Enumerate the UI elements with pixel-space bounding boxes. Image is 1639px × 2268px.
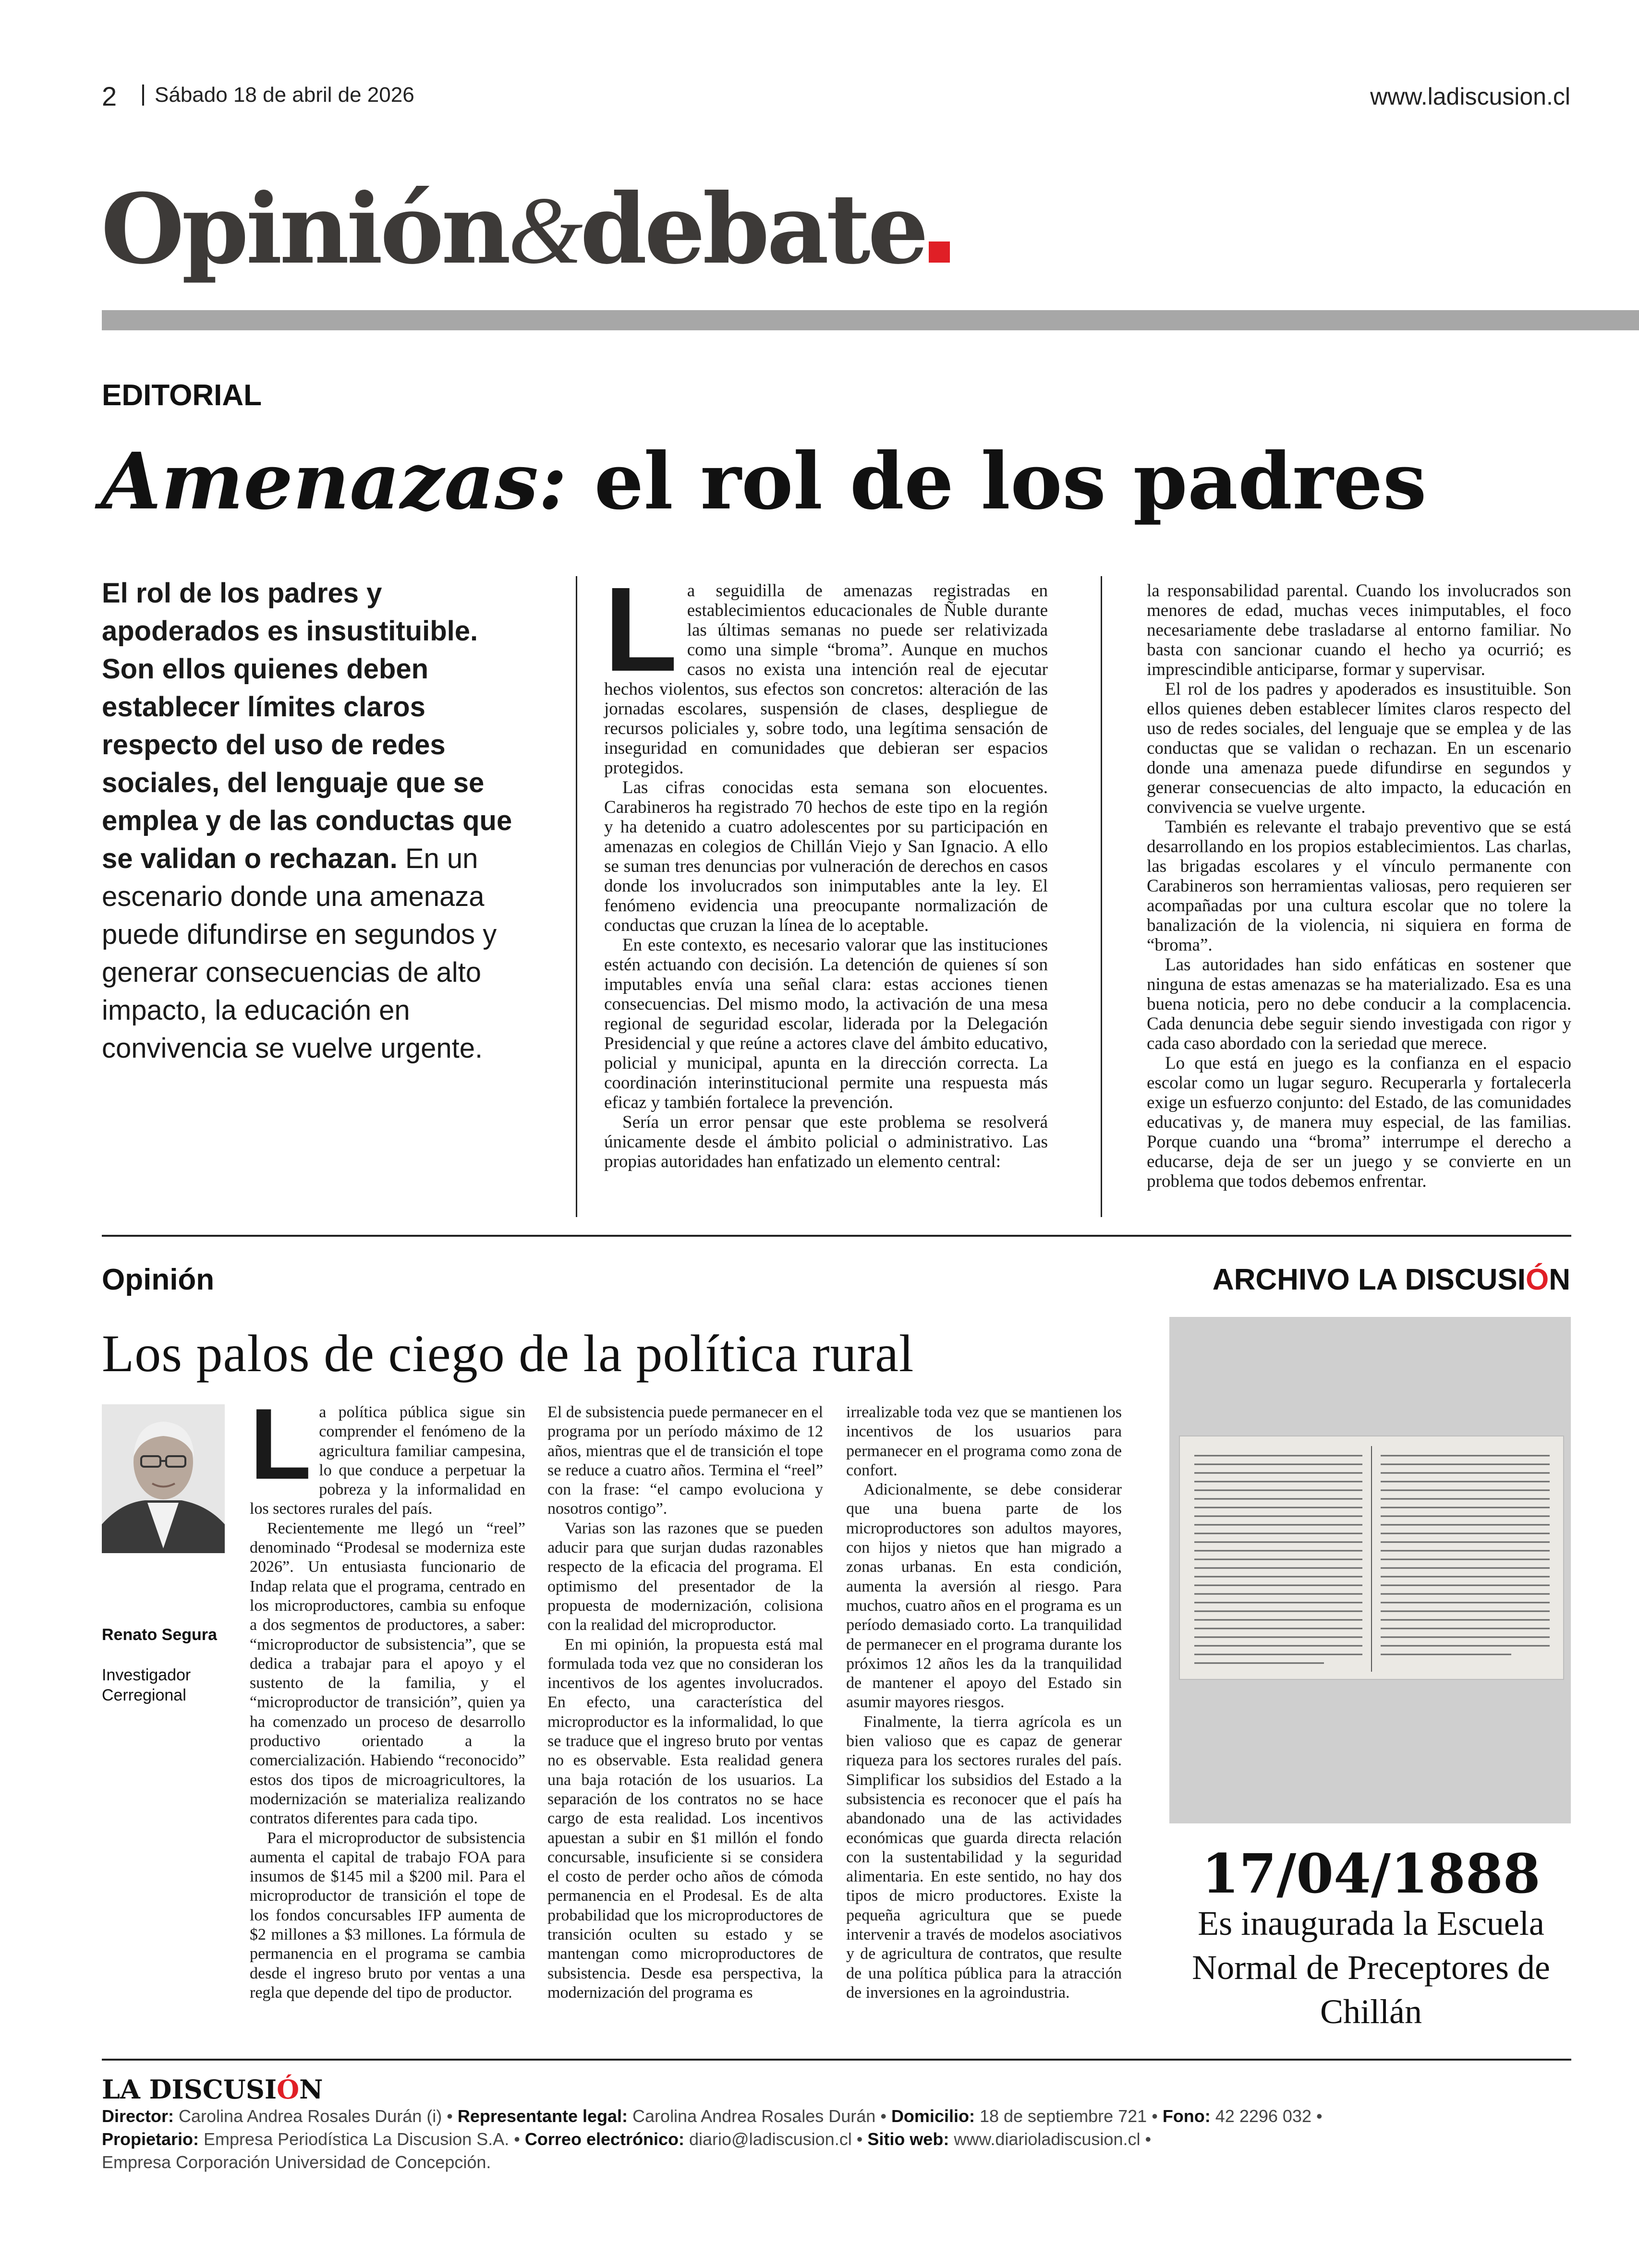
- archive-label-main: ARCHIVO LA DISCUSI: [1212, 1263, 1526, 1296]
- footer-logo-main: LA DISCUSI: [102, 2074, 277, 2105]
- paragraph: También es relevante el trabajo preventivo que se está desarrollando en los propios establecimientos. Las charlas, las brigadas escolares y el vínculo permanente con Carabineros son herramientas valiosas, pero requieren ser acompañadas por una cultura escolar que no tolere la banalización de la violencia, ni siquiera en forma de “broma”.: [1147, 817, 1571, 955]
- paragraph: Varias son las razones que se pueden aducir para que surjan dudas razonables respecto de la eficacia del programa. El optimismo del presentador de la propuesta de modernización, colisiona con la realidad del microproductor.: [547, 1519, 823, 1634]
- website-value[interactable]: www.diarioladiscusion.cl •: [949, 2129, 1152, 2149]
- archive-label-accent: Ó: [1525, 1263, 1549, 1296]
- paragraph: Las autoridades han sido enfáticas en sostener que ninguna de estas amenazas se ha materializado. Esa es una buena noticia, pero no debe conducir a la complacencia. Cada denuncia debe seguir siendo investigada con rigor y cada caso abordado con la seriedad que merece.: [1147, 955, 1571, 1053]
- corporation: Empresa Corporación Universidad de Concepción.: [102, 2152, 491, 2172]
- editorial-lead-rest: En un escenario donde una amenaza puede difundirse en segundos y generar consecuencias de alto impacto, la educación en convivencia se vuelve urgente.: [102, 843, 497, 1064]
- paragraph: Las cifras conocidas esta semana son elocuentes. Carabineros ha registrado 70 hechos de este tipo en la región y ha detenido a cuatro adolescentes por su participación en amenazas en colegios de Chillán Viejo y San Ignacio. A ello se suman tres denuncias por vulneración de derechos en casos donde los involucrados son inimputables ante la ley. El fenómeno evidencia una preocupante normalización de conductas que cruzan la línea de lo aceptable.: [604, 778, 1048, 935]
- paragraph: En este contexto, es necesario valorar que las instituciones estén actuando con decisión. La detención de quienes sí son imputables envía una señal clara: estas acciones tienen consecuencias. Del mismo modo, la activación de una mesa regional de seguridad escolar, liderada por la Delegación Presidencial y que reúne a actores clave del ámbito educativo, policial y municipal, apunta en la dirección correcta. La coordinación interinstitucional permite una respuesta más eficaz y también fortalece la prevención.: [604, 935, 1048, 1112]
- fono-label: Fono:: [1162, 2106, 1211, 2126]
- author-name: Renato Segura: [102, 1626, 217, 1644]
- director-label: Director:: [102, 2106, 174, 2126]
- editorial-lead-bold: El rol de los padres y apoderados es insustituible. Son ellos quienes deben establecer límites claros respecto del uso de redes sociales, del lenguaje que se emplea y de las conductas que se validan o rechazan.: [102, 578, 512, 874]
- paragraph: Adicionalmente, se debe considerar que una buena parte de los microproductores son adultos mayores, con hijos y nietos que han migrado a zonas urbanas. En esta condición, aumenta la aversión al riesgo. Para muchos, cuatro años en el programa es un período demasiado corto. La tranquilidad de permanecer en el programa durante los próximos 12 años les da la tranquilidad de mantener el apoyo del Estado sin asumir mayores riesgos.: [846, 1481, 1122, 1712]
- editorial-headline-italic: Amenazas:: [101, 436, 567, 527]
- archive-label-end: N: [1549, 1263, 1570, 1296]
- paragraph: Lo que está en juego es la confianza en el espacio escolar como un lugar seguro. Recuperarla y fortalecerla exige un esfuerzo conjunto: del Estado, de las comunidades educativas y, de manera muy especial, de las familias. Porque cuando una “broma” interrumpe el derecho a educarse, deja de ser un juego y se convierte en un problema que todos debemos enfrentar.: [1147, 1053, 1571, 1191]
- website-link[interactable]: www.ladiscusion.cl: [1370, 83, 1570, 110]
- domicilio-value: 18 de septiembre 721 •: [974, 2106, 1163, 2126]
- opinion-column-2: [547, 1403, 823, 2003]
- director-value: Carolina Andrea Rosales Durán (i) •: [174, 2106, 458, 2126]
- archive-date: 17/04/1888: [1202, 1843, 1541, 1906]
- opinion-label: Opinión: [102, 1263, 215, 1296]
- author-photo: [102, 1404, 225, 1553]
- author-role: Investigador Cerregional: [102, 1666, 191, 1704]
- paragraph: Sería un error pensar que este problema se resolverá únicamente desde el ámbito policial o administrativo. Las propias autoridades han enfatizado un elemento central:: [604, 1112, 1048, 1171]
- paragraph: El de subsistencia puede permanecer en el programa por un período máximo de 12 años, mientras que el de transición el tope se reduce a cuatro años. Termina el “reel” con la frase: “el campo evoluciona y nosotros contigo”.: [547, 1403, 823, 1518]
- column-rule: [576, 576, 577, 1217]
- footer-logo-accent: Ó: [277, 2074, 300, 2105]
- editorial-headline: [101, 436, 1427, 527]
- paragraph: a seguidilla de amenazas registradas en establecimientos educacionales de Ñuble durante las últimas semanas no puede ser relativizada como una simple “broma”. Aunque en muchos casos no exista una intención real de ejecutar hechos violentos, sus efectos son concretos: alteración de las jornadas escolares, suspensión de clases, despliegue de recursos policiales y, sobre todo, una legítima sensación de inseguridad en comunidades que debieran ser espacios protegidos.: [604, 581, 1048, 778]
- footer-logo-end: N: [299, 2074, 323, 2105]
- editorial-column-1: [604, 562, 1048, 1171]
- paragraph: Para el microproductor de subsistencia aumenta el capital de trabajo FOA para insumos de $145 mil a $200 mil. Para el microproductor de transición el tope de los fondos concursables IFP aumenta de $2 millones a $3 millones. La fórmula de permanencia en el programa se cambia desde el ingreso bruto por ventas a una regla que depende del tipo de productor.: [250, 1829, 525, 2002]
- paragraph: En mi opinión, la propuesta está mal formulada toda vez que no consideran los incentivos de los agentes involucrados. En efecto, una característica del microproductor es la informalidad, lo que se traduce que el ingreso bruto por ventas no es observable. Esta realidad genera una baja rotación de los usuarios. La separación de los contratos no se hace cargo de esta realidad. Los incentivos apuestan a subir en $1 millón el fondo concursable, insuficiente si se considera el costo de perder ocho años de cómoda permanencia en el Prodesal. Es de alta probabilidad que los microproductores de transición oculten su estado y se mantengan como microproductores de subsistencia. Desde esa perspectiva, la modernización del programa es: [547, 1635, 823, 2002]
- section-title-part1: Opinión: [101, 173, 509, 286]
- paragraph: Recientemente me llegó un “reel” denominado “Prodesal se moderniza este 2026”. Un entusiasta funcionario de Indap relata que el programa, centrado en los microproductores, cambia su enfoque a dos segmentos de productores, a saber: “microproductor de subsistencia”, que se dedica a trabajar para el apoyo y el sustento de la familia, y el “microproductor de transición”, quien ya ha comenzado un proceso de desarrollo productivo orientado a la comercialización. Habiendo “reconocido” estos dos tipos de microagricultores, la modernización se materializa realizando contratos diferentes para cada tipo.: [250, 1519, 525, 1828]
- archive-caption: Es inaugurada la Escuela Normal de Preceptores de Chillán: [1192, 1904, 1550, 2031]
- section-divider-bar: [102, 310, 1639, 330]
- propietario-value: Empresa Periodística La Discusion S.A. •: [199, 2129, 525, 2149]
- column-rule: [1101, 576, 1102, 1217]
- footer-rule: [102, 2059, 1571, 2061]
- paragraph: El rol de los padres y apoderados es insustituible. Son ellos quienes deben establecer límites claros respecto del uso de redes sociales, del lenguaje que se emplea y de las conductas que se validan o rechazan. En un escenario donde una amenaza puede difundirse en segundos y generar consecuencias de alto impacto, la educación en convivencia se vuelve urgente.: [1147, 679, 1571, 817]
- footer-logo: [102, 2074, 323, 2105]
- issue-date: Sábado 18 de abril de 2026: [142, 84, 414, 106]
- editorial-column-2: [1147, 581, 1571, 1191]
- email-value[interactable]: diario@ladiscusion.cl •: [684, 2129, 868, 2149]
- editorial-lead: [102, 574, 529, 1067]
- section-rule: [102, 1235, 1571, 1237]
- red-square-icon: [929, 241, 950, 263]
- email-label: Correo electrónico:: [524, 2129, 684, 2149]
- page-number: 2: [102, 81, 117, 111]
- section-title-amp: &: [508, 178, 580, 284]
- drop-cap: L: [250, 1387, 312, 1500]
- archive-label: [1213, 1263, 1570, 1297]
- paragraph: a política pública sigue sin comprender el fenómeno de la agricultura familiar campesina, lo que conduce a perpetuar la pobreza y la informalidad en los sectores rurales del país.: [250, 1403, 525, 1518]
- fono-value: 42 2296 032 •: [1210, 2106, 1323, 2126]
- propietario-label: Propietario:: [102, 2129, 199, 2149]
- archive-document-image: [1179, 1436, 1564, 1680]
- section-title-part2: debate: [580, 173, 926, 286]
- paragraph: la responsabilidad parental. Cuando los involucrados son menores de edad, muchas veces inimputables, el foco necesariamente debe trasladarse al entorno familiar. No basta con sancionar cuando el hecho ya ocurrió; es imprescindible anticiparse, formar y supervisar.: [1147, 581, 1571, 679]
- opinion-column-1: [250, 1387, 525, 2003]
- domicilio-label: Domicilio:: [891, 2106, 975, 2126]
- drop-cap: L: [604, 562, 678, 696]
- website-label: Sitio web:: [867, 2129, 949, 2149]
- opinion-column-3: [846, 1403, 1122, 2003]
- paragraph: irrealizable toda vez que se mantienen los incentivos de los usuarios para permanecer en el programa como zona de confort.: [846, 1403, 1122, 1479]
- paragraph: Finalmente, la tierra agrícola es un bien valioso que es capaz de generar riqueza para los sectores rurales del país. Simplificar los subsidios del Estado a la subsistencia es reconocer que el país ha abandonado una de las actividades económicas que guarda directa relación con la sustentabilidad y la seguridad alimentaria. En este sentido, no hay dos tipos de micro productores. Existe la pequeña agricultura que se puede intervenir a través de modelos asociativos y de agricultura de contratos, que resulte de una política pública para la atracción de inversiones en la agroindustria.: [846, 1713, 1122, 2002]
- rep-value: Carolina Andrea Rosales Durán •: [628, 2106, 891, 2126]
- editorial-label: EDITORIAL: [102, 379, 262, 412]
- section-title: [101, 173, 950, 286]
- footer-credits: [102, 2105, 1571, 2174]
- opinion-headline: Los palos de ciego de la política rural: [102, 1324, 914, 1383]
- rep-label: Representante legal:: [457, 2106, 628, 2126]
- editorial-headline-rest: el rol de los padres: [567, 436, 1427, 527]
